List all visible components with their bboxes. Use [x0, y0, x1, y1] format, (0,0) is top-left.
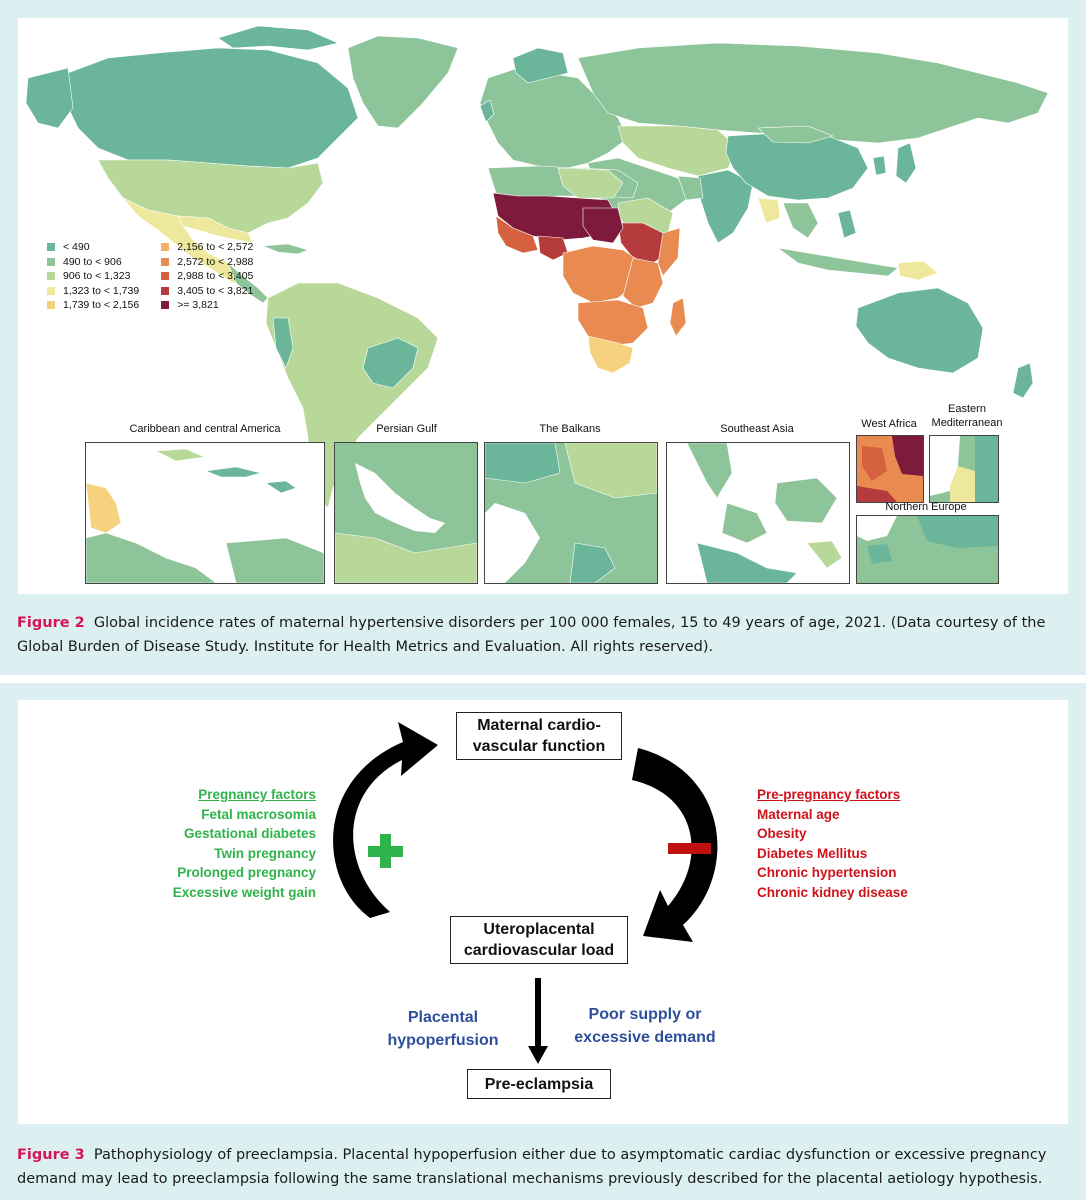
inset-title-persian-gulf: Persian Gulf [376, 423, 437, 435]
figure-2-label: Figure 2 [17, 615, 85, 631]
prepregnancy-factor-item: Obesity [757, 826, 807, 842]
inset-persian-gulf-map [335, 443, 477, 583]
inset-persian-gulf [334, 442, 478, 584]
pregnancy-factor-item: Excessive weight gain [172, 884, 316, 900]
legend-col-2 [161, 240, 253, 313]
inset-west-africa-map [857, 436, 923, 502]
legend-item: < 490 [47, 240, 139, 255]
legend-swatch [161, 258, 169, 266]
inset-northern-europe-map [857, 516, 998, 583]
legend-item: 2,156 to < 2,572 [161, 240, 253, 255]
figure-2-image [18, 18, 1068, 594]
pregnancy-factor-item: Fetal macrosomia [201, 806, 316, 822]
legend-swatch [47, 243, 55, 251]
prepregnancy-factors-list [757, 785, 957, 903]
left-curved-arrow [333, 722, 438, 918]
placental-hypoperfusion-label: Placental hypoperfusion [387, 1009, 499, 1049]
indonesia [778, 248, 898, 276]
inset-balkans [484, 442, 658, 584]
inset-balkans-map [485, 443, 657, 583]
japan [896, 143, 916, 183]
inset-eastern-mediterranean-map [930, 436, 998, 502]
new-zealand [1013, 363, 1033, 398]
philippines [838, 210, 856, 238]
korea [873, 156, 886, 175]
poor-supply-label: Poor supply or excessive demand [574, 1006, 716, 1046]
legend-swatch [47, 301, 55, 309]
canada [66, 48, 358, 168]
prepregnancy-factor-item: Maternal age [757, 806, 840, 822]
minus-sign [668, 843, 711, 854]
legend-swatch [47, 272, 55, 280]
inset-title-west-africa: West Africa [861, 418, 917, 430]
legend-item: 3,405 to < 3,821 [161, 284, 253, 299]
down-arrow-shaft [535, 978, 541, 1048]
inset-southeast-asia-map [667, 443, 849, 583]
map-legend [47, 240, 253, 313]
legend-swatch [161, 243, 169, 251]
figure-3-image [18, 700, 1068, 1124]
pregnancy-factors-list [128, 785, 316, 903]
uteroplacental-load-box: Uteroplacental cardiovascular load [450, 916, 628, 964]
inset-west-africa [856, 435, 924, 503]
sudan [583, 208, 623, 243]
inset-eastern-mediterranean [929, 435, 999, 503]
inset-northern-europe [856, 515, 999, 584]
madagascar [670, 298, 686, 336]
legend-item: >= 3,821 [161, 298, 253, 313]
legend-item: 2,988 to < 3,405 [161, 269, 253, 284]
figure-3-panel [0, 683, 1086, 1200]
maternal-cardiovascular-function-box: Maternal cardio- vascular function [456, 712, 622, 760]
figure-2-caption-text: Global incidence rates of maternal hypertensive disorders per 100 000 females, 15 to 49 years of age, 2021. (Data courtesy of the Global Burden of Disease Study. Institute for Health Metrics and Evaluation. All rights reserved). [17, 615, 1046, 655]
legend-item: 1,739 to < 2,156 [47, 298, 139, 313]
prepregnancy-factors-heading: Pre-pregnancy factors [757, 787, 901, 802]
legend-item: 906 to < 1,323 [47, 269, 139, 284]
prepregnancy-factor-item: Diabetes Mellitus [757, 845, 868, 861]
greenland [348, 36, 458, 128]
legend-swatch [161, 301, 169, 309]
png [898, 261, 938, 280]
inset-southeast-asia [666, 442, 850, 584]
legend-item: 1,323 to < 1,739 [47, 284, 139, 299]
inset-caribbean-map [86, 443, 324, 583]
legend-swatch [161, 272, 169, 280]
figure-2-caption [17, 611, 1072, 659]
australia [856, 288, 983, 373]
legend-col-1 [47, 240, 139, 313]
figure-3-caption-text: Pathophysiology of preeclampsia. Placental hypoperfusion either due to asymptomatic cardiac dysfunction or excessive pregnancy demand may lead to preeclampsia following the same translational mechanisms previously described for the placental aetiology hypothesis. [17, 1147, 1047, 1187]
legend-swatch [161, 287, 169, 295]
pregnancy-factor-item: Prolonged pregnancy [177, 865, 316, 881]
alaska [26, 68, 73, 128]
canada-islands [218, 26, 338, 50]
pregnancy-factors-heading: Pregnancy factors [198, 787, 316, 802]
inset-title-southeast-asia: Southeast Asia [720, 423, 794, 435]
down-arrow-head [528, 1046, 548, 1064]
prepregnancy-factor-item: Chronic hypertension [757, 865, 897, 881]
inset-title-eastern-mediterranean: Eastern Mediterranean [931, 403, 1003, 429]
inset-title-balkans: The Balkans [539, 423, 601, 435]
inset-title-caribbean: Caribbean and central America [129, 423, 281, 435]
figure-3-label: Figure 3 [17, 1147, 85, 1163]
inset-caribbean [85, 442, 325, 584]
legend-item: 490 to < 906 [47, 255, 139, 270]
legend-swatch [47, 258, 55, 266]
se-asia [783, 203, 818, 238]
pregnancy-factor-item: Twin pregnancy [214, 845, 316, 861]
pre-eclampsia-box: Pre-eclampsia [467, 1069, 611, 1099]
inset-title-northern-europe: Northern Europe [885, 501, 967, 513]
caribbean [263, 244, 308, 254]
prepregnancy-factor-item: Chronic kidney disease [757, 884, 908, 900]
pregnancy-factor-item: Gestational diabetes [183, 826, 316, 842]
myanmar [758, 198, 780, 223]
figure-3-caption [17, 1143, 1072, 1191]
legend-item: 2,572 to < 2,988 [161, 255, 253, 270]
plus-sign-h [368, 846, 403, 857]
flow-diagram [18, 700, 1068, 1124]
legend-swatch [47, 287, 55, 295]
